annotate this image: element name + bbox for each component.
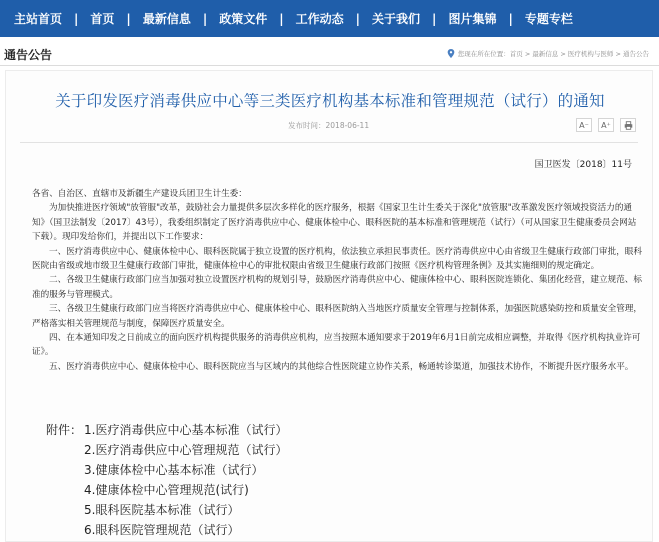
breadcrumb [447, 49, 649, 58]
salutation: 各省、自治区、直辖市及新疆生产建设兵团卫生计生委： [32, 189, 247, 199]
section-header [0, 40, 659, 66]
attachments [46, 420, 287, 540]
nav-latest-info[interactable]: 最新信息 [142, 12, 191, 26]
publish-date: 2018-06-11 [325, 121, 370, 130]
text-tools [576, 118, 636, 132]
nav-separator: | [202, 11, 208, 26]
attachment-list [84, 420, 287, 540]
section-title: 通告公告 [4, 48, 53, 62]
nav-separator: | [279, 11, 284, 26]
article-panel [5, 70, 653, 542]
paragraph: 四、在本通知印发之日前成立的面向医疗机构提供服务的消毒供应机构，应当按照本通知要求于2019年6月1日前完成相应调整，并取得《医疗机构执业许可证》。 [32, 333, 641, 358]
nav-about-us[interactable]: 关于我们 [372, 12, 421, 26]
attachment-link[interactable]: 1.医疗消毒供应中心基本标准（试行） [84, 423, 288, 437]
attachment-link[interactable]: 6.眼科医院管理规范（试行） [84, 523, 240, 537]
print-icon [624, 121, 633, 130]
top-navigation [0, 0, 659, 37]
paragraph: 五、医疗消毒供应中心、健康体检中心、眼科医院应当与区域内的其他综合性医院建立协作关系，畅通转诊渠道，加强技术协作，不断提升医疗服务水平。 [49, 361, 634, 372]
nav-special-topics[interactable]: 专题专栏 [524, 12, 573, 26]
paragraph: 三、各级卫生健康行政部门应当将医疗消毒供应中心、健康体检中心、眼科医院纳入当地医疗质量安全管理与控制体系，加强医院感染防控和质量安全管理，严格落实相关管理规范与制度，保障医疗质量安全。 [32, 304, 642, 329]
paragraph: 二、各级卫生健康行政部门应当加强对独立设置医疗机构的规划引导，鼓励医疗消毒供应中心、健康体检中心、眼科医院连锁化、集团化经营，建立规范、标准的服务与管理模式。 [32, 275, 642, 300]
attachment-link[interactable]: 4.健康体检中心管理规范(试行) [84, 483, 249, 497]
nav-separator: | [355, 11, 361, 26]
font-smaller-button[interactable]: A⁻ [576, 118, 592, 132]
publish-time [288, 120, 369, 131]
attachment-link[interactable]: 5.眼科医院基本标准（试行） [84, 503, 240, 517]
attachment-link[interactable]: 2.医疗消毒供应中心管理规范（试行） [84, 443, 288, 457]
font-larger-button[interactable]: A⁺ [598, 118, 614, 132]
nav-policy-documents[interactable]: 政策文件 [219, 12, 268, 26]
nav-separator: | [126, 11, 131, 26]
location-pin-icon [447, 49, 455, 58]
document-number: 国卫医发〔2018〕11号 [534, 160, 632, 170]
attachments-label: 附件： [46, 423, 83, 437]
breadcrumb-text[interactable]: 您现在所在位置：首页 > 最新信息 > 医疗机构与医师 > 通告公告 [457, 50, 649, 58]
article-body [32, 187, 642, 374]
paragraph: 一、医疗消毒供应中心、健康体检中心、眼科医院属于独立设置的医疗机构，依法独立承担民事责任。医疗消毒供应中心由省级卫生健康行政部门审批，眼科医院由省级或地市级卫生健康行政部门审批，健康体检中心的审批权限由省级卫生健康行政部门按照《医疗机构管理条例》及其实施细则的规定确定。 [32, 246, 642, 272]
nav-home[interactable]: 首页 [90, 12, 115, 26]
nav-separator: | [74, 11, 79, 26]
nav-photo-gallery[interactable]: 图片集锦 [448, 12, 497, 26]
nav-separator: | [432, 11, 437, 26]
paragraph: 为加快推进医疗领域"放管服"改革，鼓励社会力量提供多层次多样化的医疗服务，根据《国家卫生计生委关于深化"放管服"改革激发医疗领域投资活力的通知》（国卫法制发〔2017〕43号），我委组织制定了医疗消毒供应中心、健康体检中心、眼科医院的基本标准和管理规范（试行）（可从国家卫生健康委员会网站下载）。现印发给你们，并提出以下工作要求： [32, 203, 637, 243]
nav-work-news[interactable]: 工作动态 [295, 12, 344, 26]
print-button[interactable] [620, 118, 636, 132]
attachment-link[interactable]: 3.健康体检中心基本标准（试行） [84, 463, 264, 477]
publish-label: 发布时间： [288, 121, 326, 130]
article-title: 关于印发医疗消毒供应中心等三类医疗机构基本标准和管理规范（试行）的通知 [55, 92, 605, 110]
nav-main-home[interactable]: 主站首页 [14, 12, 63, 26]
title-divider [20, 142, 638, 143]
nav-separator: | [508, 11, 513, 26]
